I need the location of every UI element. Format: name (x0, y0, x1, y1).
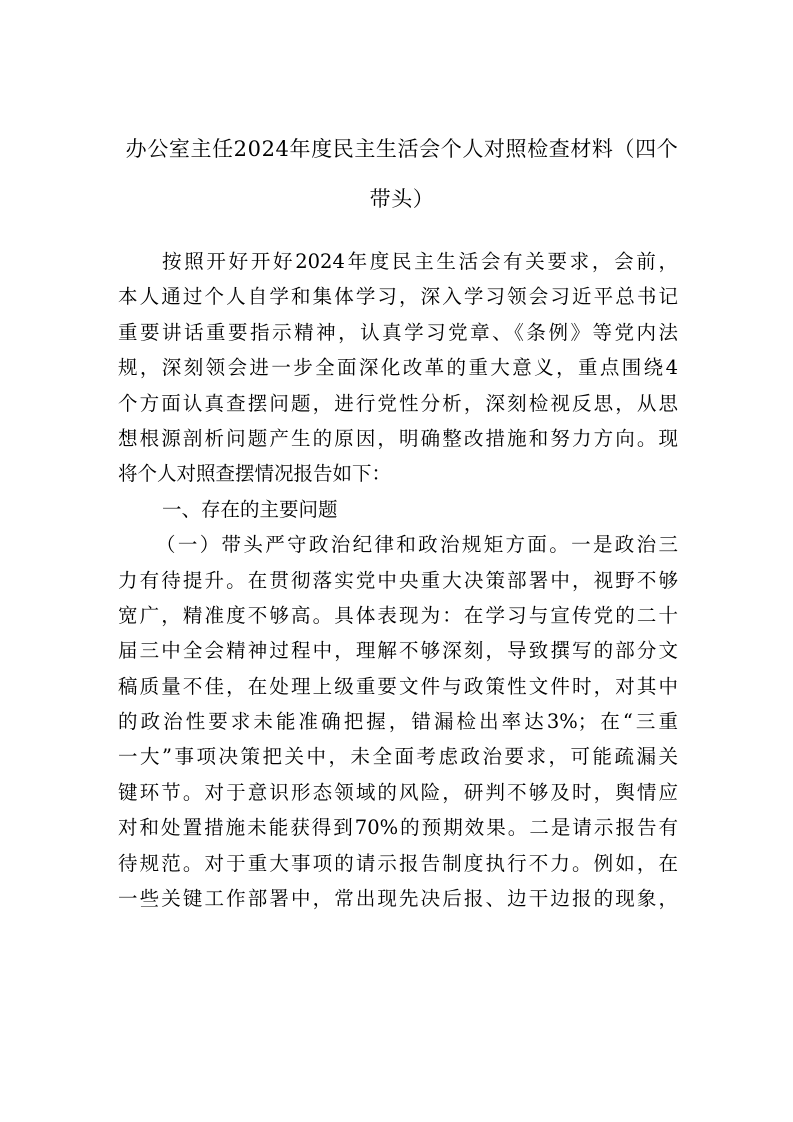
paragraph-line: 本人通过个人自学和集体学习，深入学习领会习近平总书记 (118, 285, 678, 309)
paragraph-line: （一）带头严守政治纪律和政治规矩方面。一是政治三 (156, 533, 678, 557)
paragraph-line: 力有待提升。在贯彻落实党中央重大决策部署中，视野不够 (118, 568, 678, 592)
title-line: 带头） (369, 187, 435, 211)
paragraph-line: 个方面认真查摆问题，进行党性分析，深刻检视反思，从思 (118, 391, 678, 415)
paragraph-line: 届三中全会精神过程中，理解不够深刻，导致撰写的部分文 (118, 639, 678, 663)
paragraph-line: 规，深刻领会进一步全面深化改革的重大意义，重点围绕4 (118, 356, 678, 380)
paragraph-line: 想根源剖析问题产生的原因，明确整改措施和努力方向。现 (118, 426, 678, 450)
paragraph-line: 重要讲话重要指示精神，认真学习党章、《条例》等党内法 (118, 320, 678, 344)
paragraph-line: 将个人对照查摆情况报告如下： (118, 462, 392, 486)
paragraph-line: 键环节。对于意识形态领域的风险，研判不够及时，舆情应 (118, 780, 678, 804)
paragraph-line: 一大”事项决策把关中，未全面考虑政治要求，可能疏漏关 (118, 745, 678, 769)
paragraph-line: 待规范。对于重大事项的请示报告制度执行不力。例如，在 (118, 851, 678, 875)
document-body (118, 244, 678, 916)
title-line: 办公室主任2024年度民主生活会个人对照检查材料（四个 (125, 137, 679, 161)
paragraph-line: 对和处置措施未能获得到70%的预期效果。二是请示报告有 (118, 816, 678, 840)
paragraph-line: 的政治性要求未能准确把握，错漏检出率达3%；在“三重 (118, 710, 678, 734)
paragraph-line: 一些关键工作部署中，常出现先决后报、边干边报的现象， (118, 887, 678, 911)
paragraph-line: 宽广，精准度不够高。具体表现为：在学习与宣传党的二十 (118, 603, 678, 627)
paragraph-line: 按照开好开好2024年度民主生活会有关要求，会前， (162, 250, 678, 273)
paragraph-line: 稿质量不佳，在处理上级重要文件与政策性文件时，对其中 (118, 674, 678, 698)
document-title (122, 124, 682, 224)
section-heading: 一、存在的主要问题 (162, 497, 338, 521)
